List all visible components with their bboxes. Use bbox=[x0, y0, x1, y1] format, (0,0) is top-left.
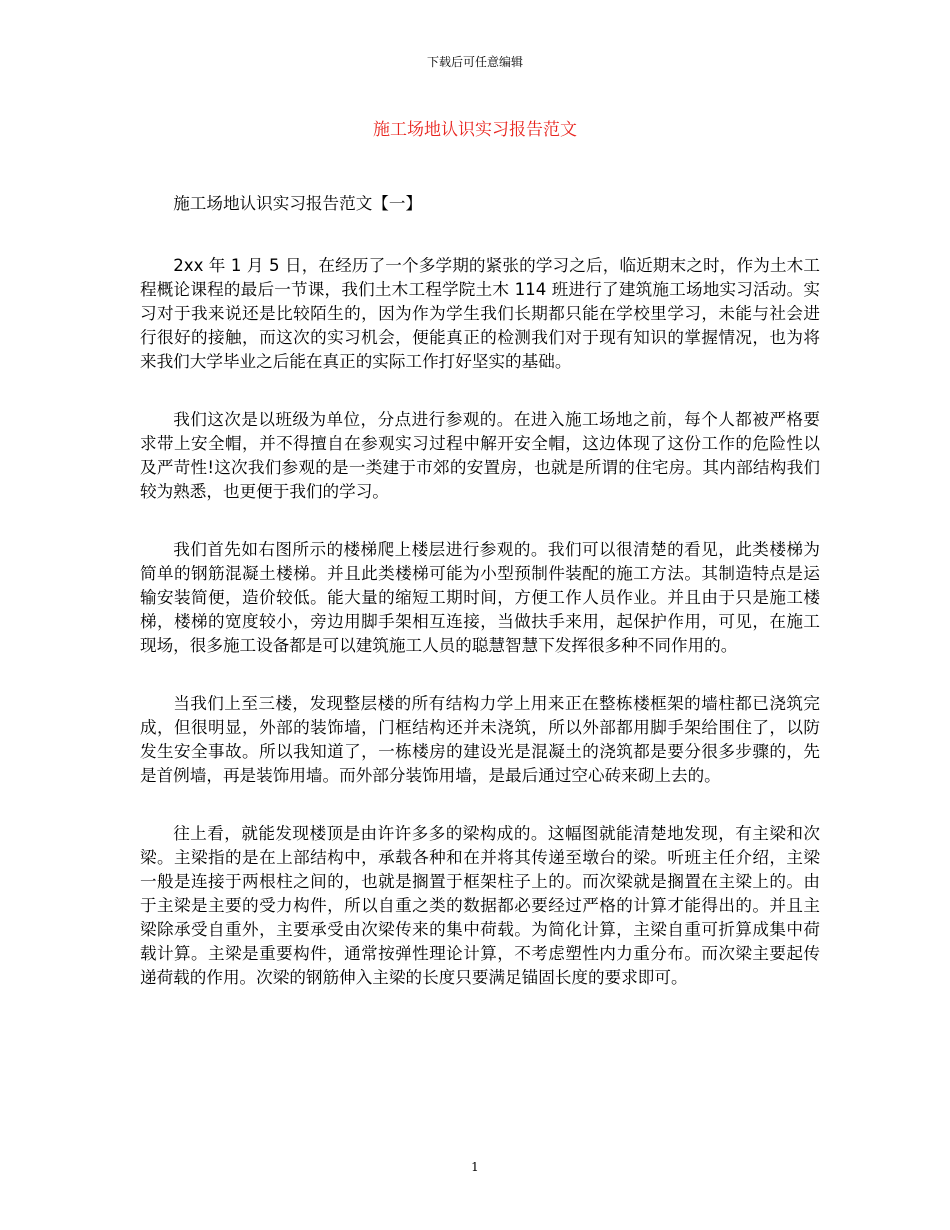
section-heading: 施工场地认识实习报告范文【一】 bbox=[173, 194, 423, 213]
document-title: 施工场地认识实习报告范文 bbox=[373, 120, 577, 140]
paragraph-5: 往上看，就能发现楼顶是由许许多多的梁构成的。这幅图就能清楚地发现，有主梁和次梁。主梁指的是在上部结构中，承载各种和在并将其传递至墩台的梁。听班主任介绍，主梁一般是连接于两根柱之间的，也就是搁置于框架柱子上的。而次梁就是搁置在主梁上的。由于主梁是主要的受力构件，所以自重之类的数据都必要经过严格的计算才能得出的。并且主梁除承受自重外，主要承受由次梁传来的集中荷载。为简化计算，主梁自重可折算成集中荷载计算。主梁是重要构件，通常按弹性理论计算，不考虑塑性内力重分布。而次梁主要起传递荷载的作用。次梁的钢筋伸入主梁的长度只要满足锚固长度的要求即可。 bbox=[140, 824, 820, 987]
header-note: 下载后可任意编辑 bbox=[426, 55, 523, 69]
paragraph-4: 当我们上至三楼，发现整层楼的所有结构力学上用来正在整栋楼框架的墙柱都已浇筑完成，但很明显，外部的装饰墙，门框结构还并未浇筑，所以外部都用脚手架给围住了，以防发生安全事故。所以我知道了，一栋楼房的建设光是混凝土的浇筑都是要分很多步骤的，先是首例墙，再是装饰用墙。而外部分装饰用墙，是最后通过空心砖来砌上去的。 bbox=[140, 694, 820, 785]
paragraph-3: 我们首先如右图所示的楼梯爬上楼层进行参观的。我们可以很清楚的看见，此类楼梯为简单的钢筋混凝土楼梯。并且此类楼梯可能为小型预制件装配的施工方法。其制造特点是运输安装简便，造价较低。能大量的缩短工期时间，方便工作人员作业。并且由于只是施工楼梯，楼梯的宽度较小，旁边用脚手架相互连接，当做扶手来用，起保护作用，可见，在施工现场，很多施工设备都是可以建筑施工人员的聪慧智慧下发挥很多种不同作用的。 bbox=[140, 540, 820, 655]
document-body bbox=[140, 192, 820, 1024]
paragraph-2: 我们这次是以班级为单位，分点进行参观的。在进入施工场地之前，每个人都被严格要求带上安全帽，并不得擅自在参观实习过程中解开安全帽，这边体现了这份工作的危险性以及严苛性!这次我们参观的是一类建于市郊的安置房，也就是所谓的住宅房。其内部结构我们较为熟悉，也更便于我们的学习。 bbox=[140, 410, 820, 501]
page-number: 1 bbox=[471, 1160, 479, 1174]
paragraph-1: 2xx 年 1 月 5 日，在经历了一个多学期的紧张的学习之后，临近期末之时，作为土木工程概论课程的最后一节课，我们土木工程学院土木 114 班进行了建筑施工场地实习活动。实习对于我来说还是比较陌生的，因为作为学生我们长期都只能在学校里学习，未能与社会进行很好的接触，而这次的实习机会，便能真正的检测我们对于现有知识的掌握情况，也为将来我们大学毕业之后能在真正的实际工作打好坚实的基础。 bbox=[140, 256, 820, 371]
